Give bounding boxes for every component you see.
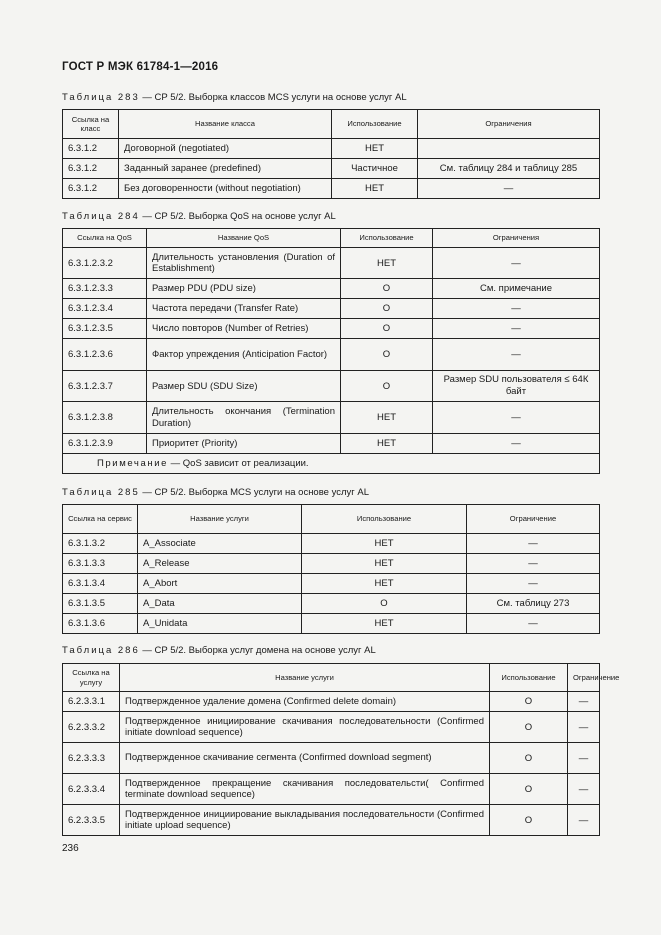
- table-283: [62, 109, 600, 199]
- cell-name: Фактор упреждения (Anticipation Factor): [147, 339, 341, 371]
- cell-name: Договорной (negotiated): [119, 139, 332, 159]
- table-row: [63, 692, 600, 712]
- caption-label: Таблица 285: [62, 487, 140, 498]
- cell-limit: См. таблицу 273: [467, 594, 600, 614]
- cell-limit: См. примечание: [433, 279, 600, 299]
- header-cell: Использование: [302, 505, 467, 534]
- cell-ref: 6.3.1.2.3.8: [63, 402, 147, 434]
- cell-ref: 6.2.3.3.2: [63, 712, 120, 743]
- cell-ref: 6.3.1.3.4: [63, 574, 138, 594]
- note-label: Примечание: [97, 458, 168, 469]
- caption-label: Таблица 284: [62, 211, 140, 222]
- cell-limit: [418, 139, 600, 159]
- cell-ref: 6.2.3.3.5: [63, 805, 120, 836]
- cell-limit: —: [433, 299, 600, 319]
- table-row: [63, 248, 600, 279]
- header-cell: Название услуги: [120, 664, 490, 692]
- cell-usage: О: [490, 743, 568, 774]
- cell-name: Приоритет (Priority): [147, 434, 341, 454]
- cell-name: A_Release: [138, 554, 302, 574]
- cell-ref: 6.3.1.3.3: [63, 554, 138, 574]
- table-285-caption: [62, 487, 369, 498]
- header-cell: Ссылка на класс: [63, 110, 119, 139]
- cell-limit: Размер SDU пользователя ≤ 64К байт: [433, 371, 600, 402]
- cell-ref: 6.3.1.3.2: [63, 534, 138, 554]
- cell-name: Подтвержденное прекращение скачивания последовательсти( Confirmed terminate download sequence): [120, 774, 490, 805]
- header-cell: Использование: [341, 229, 433, 248]
- header-cell: Ограничение: [568, 664, 600, 692]
- cell-name: Без договоренности (without negotiation): [119, 179, 332, 199]
- table-header-row: [63, 229, 600, 248]
- cell-ref: 6.3.1.2: [63, 179, 119, 199]
- note-text: — QoS зависит от реализации.: [168, 458, 309, 469]
- caption-label: Таблица 286: [62, 645, 140, 656]
- table-row: [63, 614, 600, 634]
- header-cell: Название QoS: [147, 229, 341, 248]
- cell-name: Подтвержденное удаление домена (Confirmed delete domain): [120, 692, 490, 712]
- header-cell: Ссылка на услугу: [63, 664, 120, 692]
- caption-text: — CP 5/2. Выборка QoS на основе услуг AL: [139, 211, 336, 222]
- cell-usage: О: [490, 805, 568, 836]
- cell-limit: —: [418, 179, 600, 199]
- cell-name: Размер PDU (PDU size): [147, 279, 341, 299]
- table-284-caption: [62, 211, 336, 222]
- header-cell: Ссылка на QoS: [63, 229, 147, 248]
- cell-name: Длительность окончания (Termination Duration): [147, 402, 341, 434]
- table-285: [62, 504, 600, 634]
- table-row: [63, 594, 600, 614]
- cell-usage: О: [341, 319, 433, 339]
- table-header-row: [63, 505, 600, 534]
- cell-name: Подтвержденное инициирование выкладывания последовательности (Confirmed initiate upload sequence): [120, 805, 490, 836]
- cell-usage: О: [341, 371, 433, 402]
- cell-limit: —: [467, 574, 600, 594]
- table-note-row: [63, 454, 600, 474]
- table-row: [63, 339, 600, 371]
- cell-ref: 6.2.3.3.3: [63, 743, 120, 774]
- cell-limit: —: [467, 614, 600, 634]
- cell-ref: 6.3.1.2.3.2: [63, 248, 147, 279]
- cell-name: A_Unidata: [138, 614, 302, 634]
- table-row: [63, 299, 600, 319]
- cell-ref: 6.3.1.2.3.3: [63, 279, 147, 299]
- table-row: [63, 402, 600, 434]
- table-row: [63, 279, 600, 299]
- table-283-caption: [62, 92, 407, 103]
- table-row: [63, 554, 600, 574]
- header-cell: Ограничение: [467, 505, 600, 534]
- cell-limit: —: [568, 712, 600, 743]
- cell-ref: 6.3.1.3.6: [63, 614, 138, 634]
- cell-ref: 6.3.1.2: [63, 159, 119, 179]
- document-title: ГОСТ Р МЭК 61784-1—2016: [62, 61, 219, 73]
- cell-usage: НЕТ: [302, 534, 467, 554]
- cell-name: A_Abort: [138, 574, 302, 594]
- cell-limit: —: [568, 805, 600, 836]
- cell-name: A_Data: [138, 594, 302, 614]
- cell-usage: Частичное: [332, 159, 418, 179]
- table-row: [63, 434, 600, 454]
- cell-limit: —: [568, 774, 600, 805]
- table-row: [63, 574, 600, 594]
- table-row: [63, 743, 600, 774]
- cell-ref: 6.3.1.2.3.9: [63, 434, 147, 454]
- table-row: [63, 371, 600, 402]
- cell-ref: 6.3.1.2: [63, 139, 119, 159]
- cell-name: Частота передачи (Transfer Rate): [147, 299, 341, 319]
- table-note: [63, 454, 600, 474]
- table-row: [63, 774, 600, 805]
- table-row: [63, 179, 600, 199]
- cell-ref: 6.2.3.3.4: [63, 774, 120, 805]
- cell-limit: —: [433, 319, 600, 339]
- cell-usage: НЕТ: [332, 139, 418, 159]
- cell-ref: 6.3.1.3.5: [63, 594, 138, 614]
- cell-usage: О: [490, 774, 568, 805]
- cell-usage: О: [341, 299, 433, 319]
- header-cell: Название услуги: [138, 505, 302, 534]
- cell-usage: НЕТ: [341, 434, 433, 454]
- cell-limit: —: [568, 692, 600, 712]
- table-row: [63, 139, 600, 159]
- cell-usage: НЕТ: [302, 554, 467, 574]
- cell-limit: —: [568, 743, 600, 774]
- cell-limit: —: [433, 248, 600, 279]
- cell-usage: НЕТ: [302, 614, 467, 634]
- table-284: [62, 228, 600, 474]
- table-header-row: [63, 664, 600, 692]
- cell-name: Число повторов (Number of Retries): [147, 319, 341, 339]
- header-cell: Использование: [490, 664, 568, 692]
- caption-text: — CP 5/2. Выборка услуг домена на основе услуг AL: [139, 645, 376, 656]
- caption-text: — CP 5/2. Выборка классов MCS услуги на основе услуг AL: [139, 92, 407, 103]
- cell-usage: О: [341, 279, 433, 299]
- cell-name: Подтвержденное скачивание сегмента (Confirmed download segment): [120, 743, 490, 774]
- cell-ref: 6.3.1.2.3.4: [63, 299, 147, 319]
- cell-name: Подтвержденное инициирование скачивания последовательности (Confirmed initiate download sequence): [120, 712, 490, 743]
- cell-ref: 6.3.1.2.3.6: [63, 339, 147, 371]
- cell-usage: НЕТ: [341, 402, 433, 434]
- cell-limit: —: [433, 402, 600, 434]
- cell-usage: НЕТ: [302, 574, 467, 594]
- caption-text: — CP 5/2. Выборка MCS услуги на основе услуг AL: [139, 487, 369, 498]
- table-row: [63, 159, 600, 179]
- cell-limit: —: [467, 534, 600, 554]
- header-cell: Ограничения: [418, 110, 600, 139]
- table-row: [63, 534, 600, 554]
- cell-ref: 6.3.1.2.3.7: [63, 371, 147, 402]
- caption-label: Таблица 283: [62, 92, 140, 103]
- table-header-row: [63, 110, 600, 139]
- cell-usage: НЕТ: [341, 248, 433, 279]
- cell-limit: —: [433, 339, 600, 371]
- table-286-caption: [62, 645, 376, 656]
- page-number: 236: [62, 843, 79, 854]
- header-cell: Название класса: [119, 110, 332, 139]
- table-row: [63, 319, 600, 339]
- cell-usage: О: [341, 339, 433, 371]
- cell-name: A_Associate: [138, 534, 302, 554]
- header-cell: Ограничения: [433, 229, 600, 248]
- cell-limit: —: [467, 554, 600, 574]
- cell-usage: О: [302, 594, 467, 614]
- cell-name: Длительность установления (Duration of Establishment): [147, 248, 341, 279]
- table-286: [62, 663, 620, 836]
- cell-usage: О: [490, 692, 568, 712]
- cell-name: Размер SDU (SDU Size): [147, 371, 341, 402]
- cell-name: Заданный заранее (predefined): [119, 159, 332, 179]
- table-row: [63, 805, 600, 836]
- cell-ref: 6.3.1.2.3.5: [63, 319, 147, 339]
- header-cell: Ссылка на сервис: [63, 505, 138, 534]
- table-row: [63, 712, 600, 743]
- cell-usage: НЕТ: [332, 179, 418, 199]
- cell-usage: О: [490, 712, 568, 743]
- header-cell: Использование: [332, 110, 418, 139]
- cell-limit: —: [433, 434, 600, 454]
- cell-ref: 6.2.3.3.1: [63, 692, 120, 712]
- cell-limit: См. таблицу 284 и таблицу 285: [418, 159, 600, 179]
